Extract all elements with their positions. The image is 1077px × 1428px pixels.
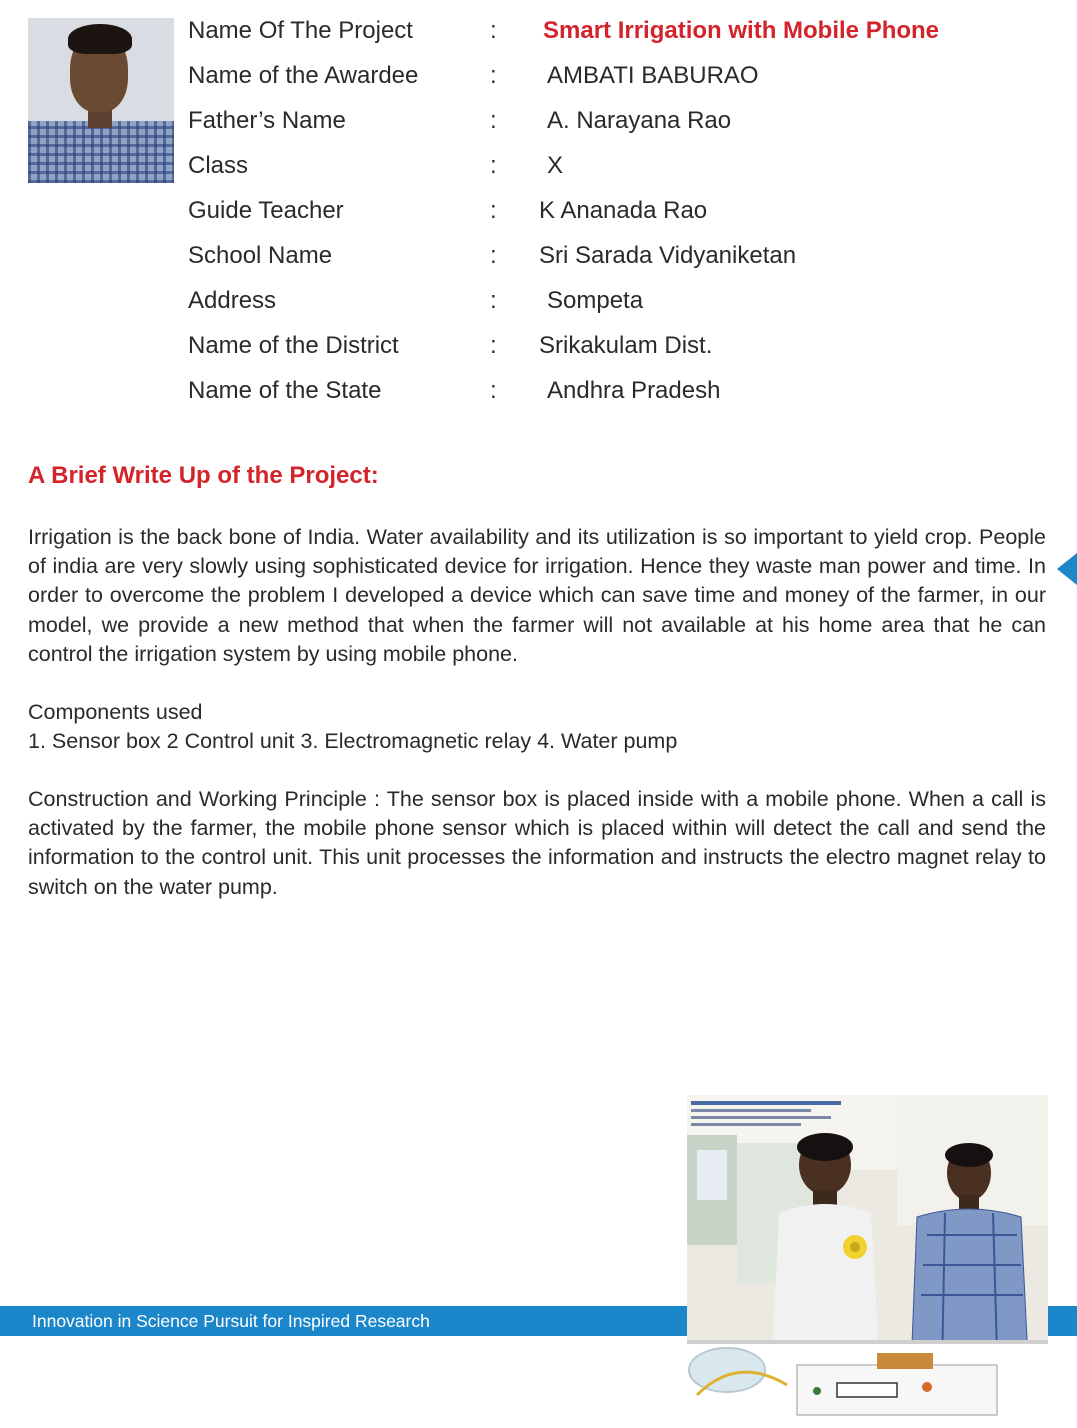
project-title: Smart Irrigation with Mobile Phone	[543, 17, 940, 44]
detail-separator: :	[490, 62, 497, 89]
detail-separator: :	[490, 287, 497, 314]
detail-value: A. Narayana Rao	[547, 107, 732, 134]
detail-value: K Ananada Rao	[539, 197, 708, 224]
detail-separator: :	[490, 332, 497, 359]
detail-label: Name of the District	[188, 332, 399, 359]
detail-label: Class	[188, 152, 249, 179]
detail-label: Name Of The Project	[188, 17, 413, 44]
page-edge-arrow-icon	[1057, 553, 1077, 585]
detail-label: School Name	[188, 242, 333, 269]
detail-separator: :	[490, 377, 497, 404]
project-photo	[687, 1095, 1048, 1421]
detail-label: Name of the State	[188, 377, 382, 404]
detail-label: Name of the Awardee	[188, 62, 419, 89]
detail-separator: :	[490, 107, 497, 134]
detail-value: X	[547, 152, 564, 179]
detail-value: Srikakulam Dist.	[539, 332, 713, 359]
writeup-heading: A Brief Write Up of the Project:	[28, 462, 379, 489]
detail-separator: :	[490, 197, 497, 224]
detail-separator: :	[490, 152, 497, 179]
detail-value: AMBATI BABURAO	[547, 62, 759, 89]
detail-separator: :	[490, 242, 497, 269]
detail-label: Father’s Name	[188, 107, 346, 134]
components-list: 1. Sensor box 2 Control unit 3. Electromagnetic relay 4. Water pump	[28, 729, 678, 753]
detail-value: Sri Sarada Vidyaniketan	[539, 242, 797, 269]
components-heading: Components used	[28, 700, 203, 724]
detail-separator: :	[490, 17, 497, 44]
detail-value: Sompeta	[547, 287, 644, 314]
construction-paragraph: Construction and Working Principle : The sensor box is placed inside with a mobile phone. When a call is activated by the farmer, the mobile phone sensor which is placed within will detect the call and send the information to the control unit. This unit processes the information and instructs the electro magnet relay to switch on the water pump.	[28, 787, 1046, 899]
writeup-paragraph: Irrigation is the back bone of India. Water availability and its utilization is so important to yield crop. People of india are very slowly using sophisticated device for irrigation. Hence they waste man power and time. In order to overcome the problem I developed a device which can save time and money of the farmer, in our model, we provide a new method that when the farmer will not available at his home area that he can control the irrigation system by using mobile phone.	[28, 525, 1046, 666]
footer-tagline: Innovation in Science Pursuit for Inspired Research	[32, 1311, 430, 1331]
detail-label: Guide Teacher	[188, 197, 344, 224]
detail-value: Andhra Pradesh	[547, 377, 721, 404]
awardee-photo	[28, 18, 174, 183]
detail-label: Address	[188, 287, 277, 314]
